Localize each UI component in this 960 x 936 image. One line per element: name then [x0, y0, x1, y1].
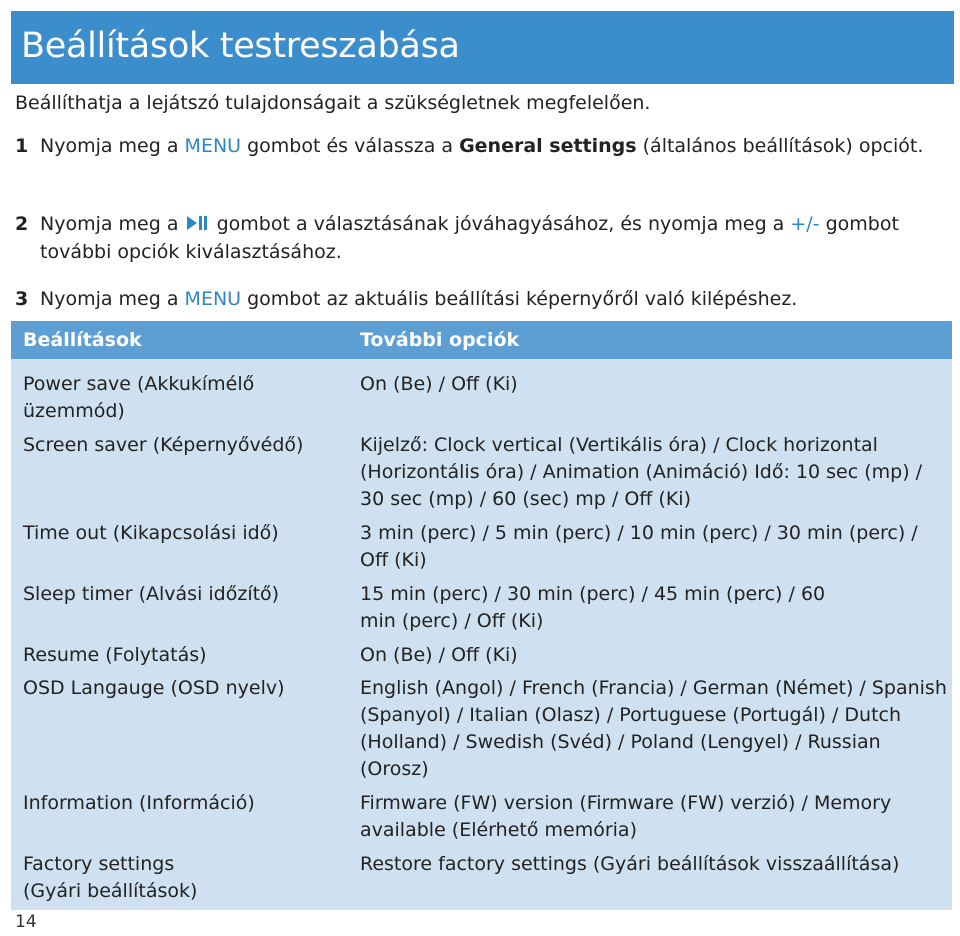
menu-keyword: MENU [184, 288, 242, 310]
step-body [40, 133, 935, 160]
setting-options: English (Angol) / French (Francia) / German (Német) / Spanish (Spanyol) / Italian (Olasz) / Portuguese (Portugál) / Dutch (Holland) / Swedish (Svéd) / Poland (Lengyel) / Russian (Orosz) [360, 677, 947, 780]
step-number: 2 [15, 213, 29, 235]
step-text: gombot és válassza a [241, 135, 460, 157]
step-text: gombot további opciók kiválasztásához. [40, 213, 899, 263]
step-number: 3 [15, 288, 29, 310]
intro-text: Beállíthatja a lejátszó tulajdonságait a szükségletnek megfelelően. [15, 92, 651, 114]
play-pause-icon [187, 212, 209, 239]
setting-name: Factory settings (Gyári beállítások) [23, 853, 198, 902]
step-text: Nyomja meg a [40, 213, 185, 235]
step-body [40, 211, 935, 266]
step-text: (általános beállítások) opciót. [636, 135, 924, 157]
setting-name: Information (Információ) [23, 792, 255, 814]
setting-options: Restore factory settings (Gyári beállítások visszaállítása) [360, 853, 900, 875]
step-body [40, 286, 935, 313]
table-header [11, 321, 952, 359]
menu-keyword: MENU [184, 135, 242, 157]
setting-options: On (Be) / Off (Ki) [360, 373, 518, 395]
setting-name: Power save (Akkukímélő üzemmód) [23, 373, 255, 422]
general-settings-keyword: General settings [459, 135, 637, 157]
step-3 [15, 286, 935, 313]
step-number: 1 [15, 135, 29, 157]
header-options: További opciók [360, 329, 520, 351]
title-bar [11, 11, 954, 84]
setting-options: Kijelző: Clock vertical (Vertikális óra) / Clock horizontal (Horizontális óra) / Animation (Animáció) Idő: 10 sec (mp) / 30 sec (mp) / 60 (sec) mp / Off (Ki) [360, 434, 923, 510]
header-settings: Beállítások [23, 329, 142, 351]
setting-options: 15 min (perc) / 30 min (perc) / 45 min (perc) / 60 min (perc) / Off (Ki) [360, 583, 826, 632]
step-2 [15, 211, 935, 266]
setting-name: Resume (Folytatás) [23, 644, 207, 666]
plus-minus-keyword: +/- [790, 213, 820, 235]
settings-table [11, 321, 952, 910]
setting-name: Sleep timer (Alvási időzítő) [23, 583, 280, 605]
step-text: gombot a választásának jóváhagyásához, és nyomja meg a [210, 213, 791, 235]
step-text: Nyomja meg a [40, 288, 185, 310]
setting-name: Time out (Kikapcsolási idő) [23, 522, 279, 544]
step-1 [15, 133, 935, 160]
setting-name: OSD Langauge (OSD nyelv) [23, 677, 285, 699]
setting-name: Screen saver (Képernyővédő) [23, 434, 304, 456]
setting-options: On (Be) / Off (Ki) [360, 644, 518, 666]
step-text: Nyomja meg a [40, 135, 185, 157]
setting-options: Firmware (FW) version (Firmware (FW) verzió) / Memory available (Elérhető memória) [360, 792, 892, 841]
step-text: gombot az aktuális beállítási képernyőről való kilépéshez. [241, 288, 798, 310]
setting-options: 3 min (perc) / 5 min (perc) / 10 min (perc) / 30 min (perc) / Off (Ki) [360, 522, 918, 571]
page-title: Beállítások testreszabása [21, 26, 460, 66]
page-number: 14 [15, 912, 37, 932]
